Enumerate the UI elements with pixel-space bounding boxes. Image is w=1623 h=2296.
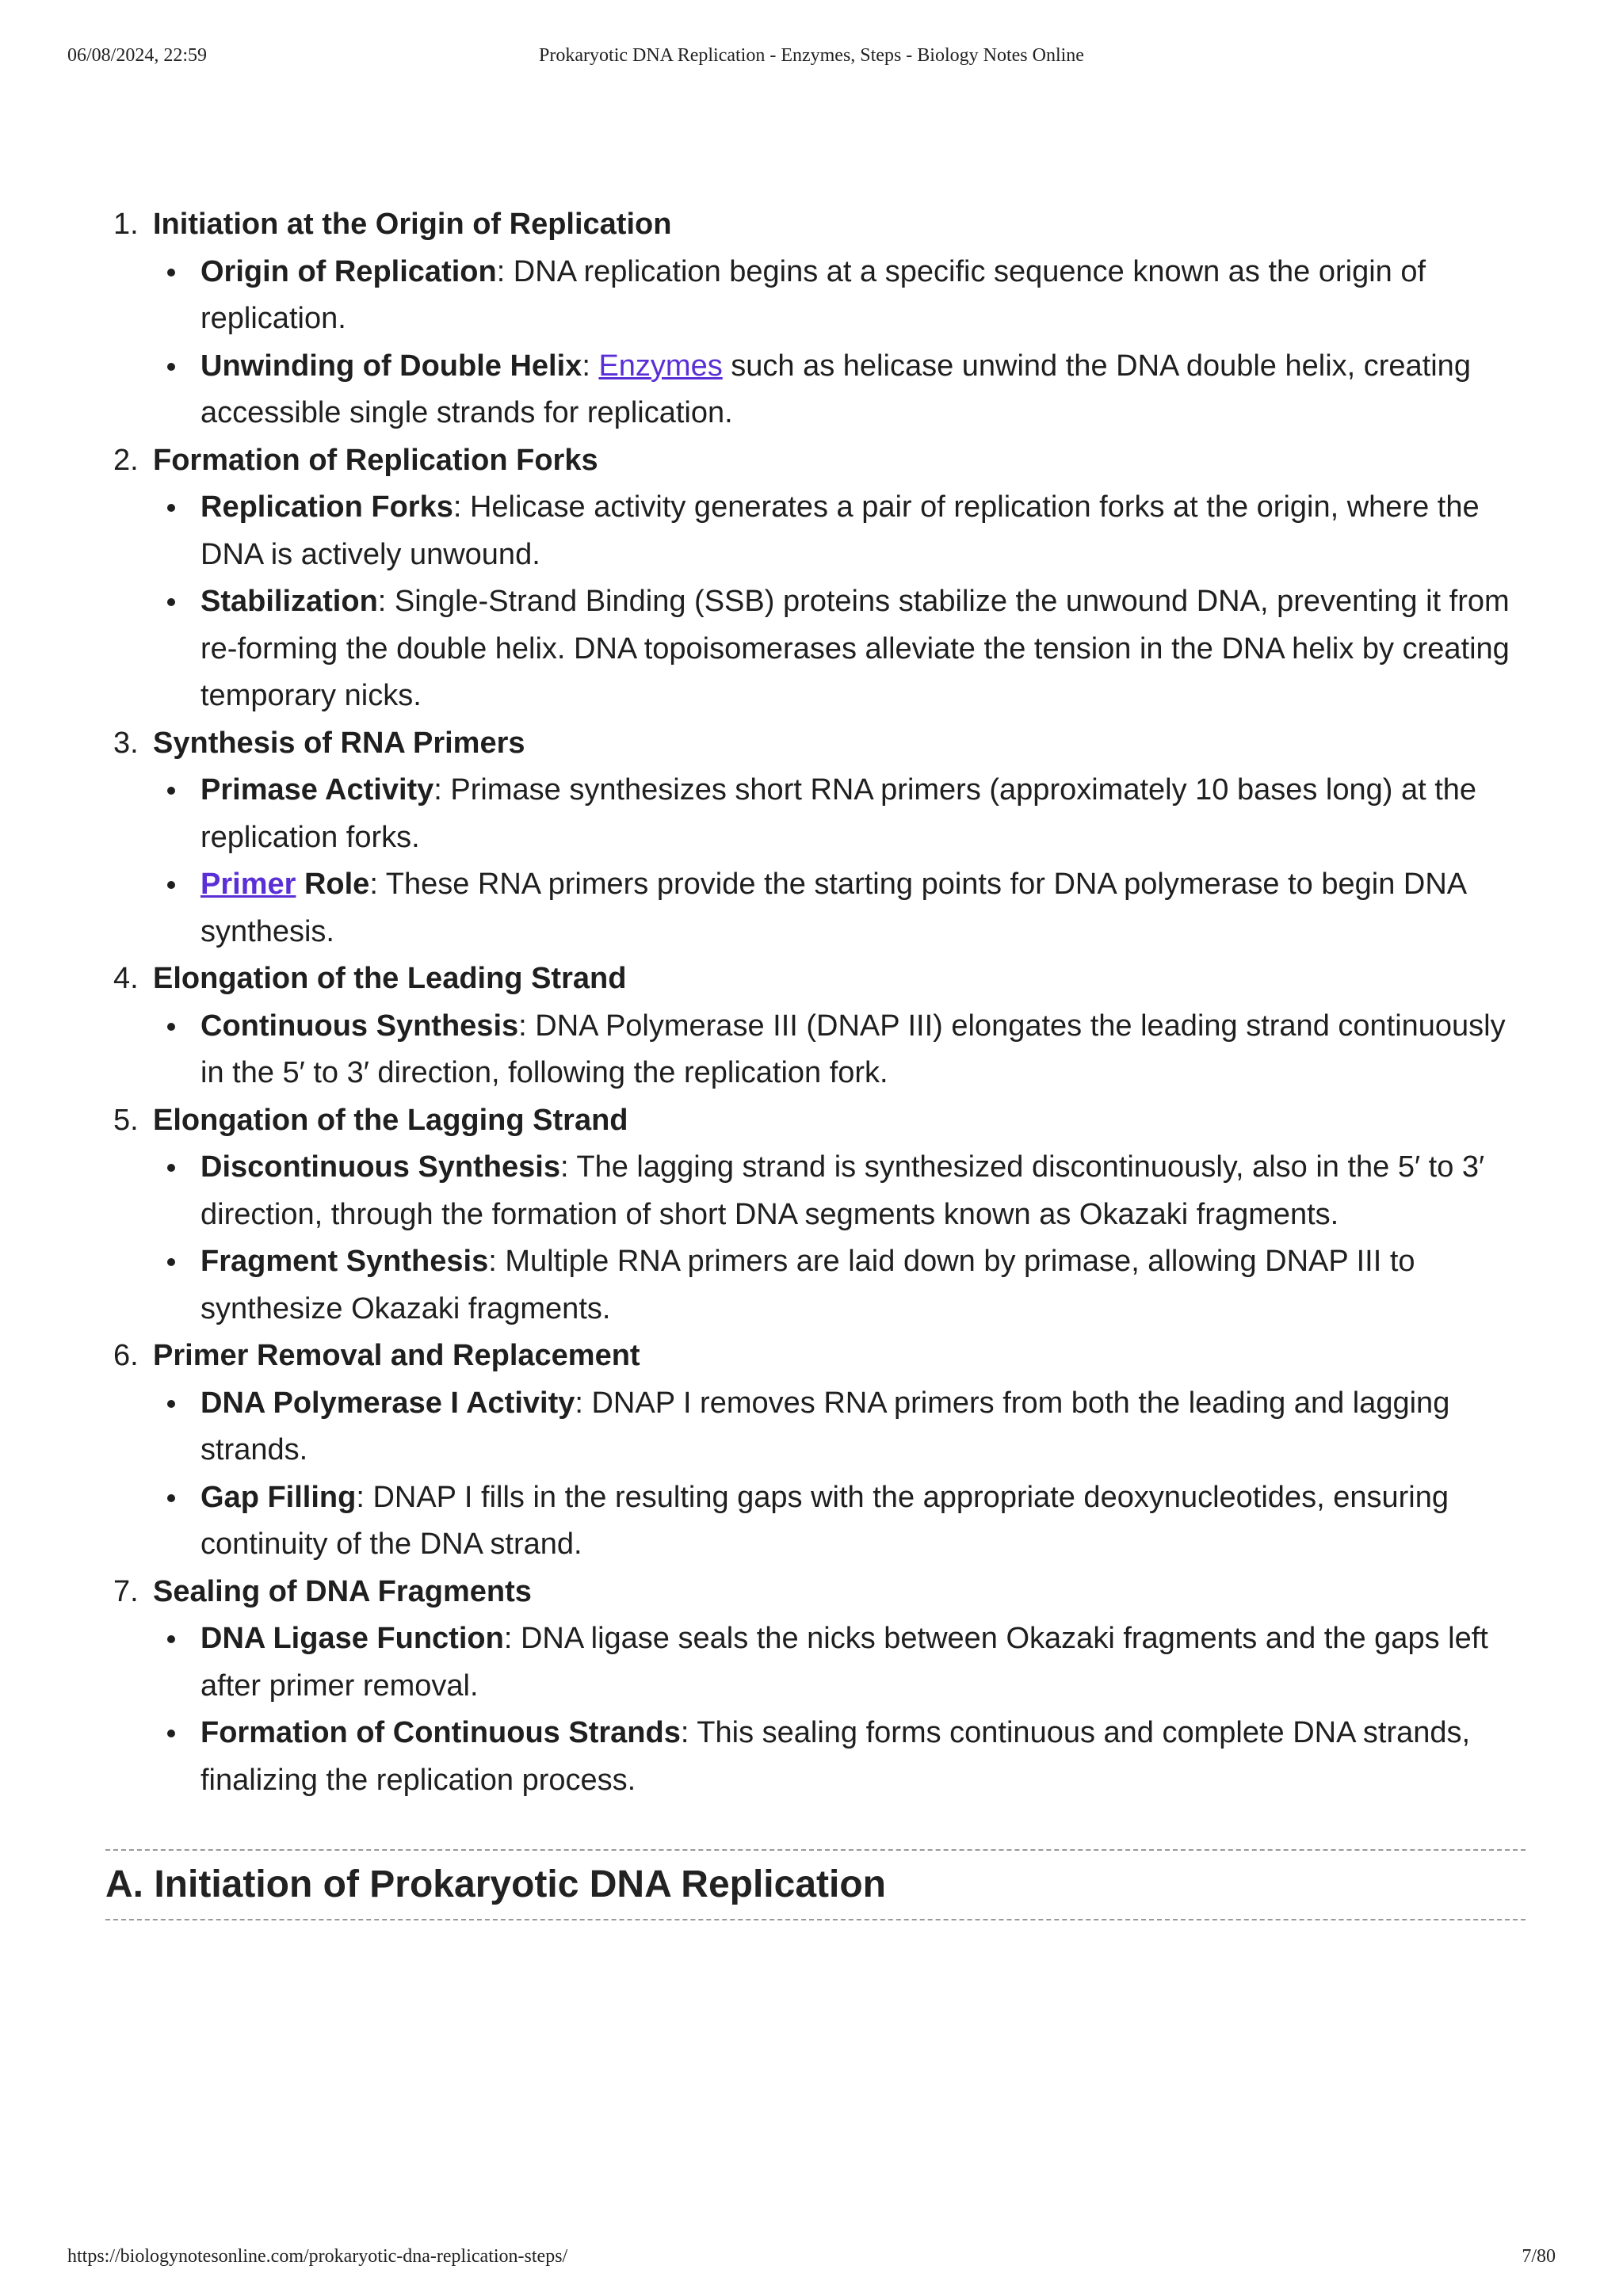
- bullet-icon: [167, 1400, 175, 1408]
- sub-item-text: : Multiple RNA primers are laid down by primase, allowing DNAP III to synthesize Okazaki fragments.: [200, 1245, 1415, 1325]
- sub-item: [153, 1380, 1526, 1474]
- step-sublist: [153, 1380, 1526, 1569]
- step-number: 7.: [113, 1574, 139, 1608]
- sub-item-term: Discontinuous Synthesis: [200, 1150, 560, 1184]
- sub-item-term: Gap Filling: [200, 1480, 357, 1514]
- sub-item: [153, 1003, 1526, 1097]
- sub-item: [153, 578, 1526, 720]
- page-url: https://biologynotesonline.com/prokaryotic-dna-replication-steps/: [67, 2246, 568, 2267]
- sub-item: [153, 767, 1526, 861]
- bullet-icon: [167, 787, 175, 795]
- step-number: 5.: [113, 1103, 139, 1137]
- sub-item-term: Fragment Synthesis: [200, 1245, 489, 1278]
- sub-item-text: : Single-Strand Binding (SSB) proteins stabilize the unwound DNA, preventing it from re-forming the double helix. DNA topoisomerases alleviate the tension in the DNA helix by creating temporary nicks.: [200, 585, 1510, 712]
- sub-item: [153, 861, 1526, 955]
- step-item: [105, 201, 1526, 437]
- step-item: [105, 1097, 1526, 1333]
- sub-item: [153, 1238, 1526, 1333]
- step-sublist: [153, 1144, 1526, 1333]
- step-sublist: [153, 1615, 1526, 1804]
- sub-item-term: Stabilization: [200, 585, 378, 618]
- section-heading: [105, 1849, 1526, 1920]
- sub-item-text: : Primase synthesizes short RNA primers (approximately 10 bases long) at the replication forks.: [200, 773, 1477, 854]
- sub-item-term: Continuous Synthesis: [200, 1009, 519, 1043]
- sub-item-text: : DNA Polymerase III (DNAP III) elongates the leading strand continuously in the 5′ to 3′ direction, following the replication fork.: [200, 1009, 1506, 1089]
- step-sublist: [153, 484, 1526, 720]
- bullet-icon: [167, 1258, 175, 1266]
- step-item: [105, 955, 1526, 1097]
- sub-item-text: : DNAP I removes RNA primers from both the leading and lagging strands.: [200, 1386, 1450, 1466]
- print-footer: [67, 2244, 1556, 2269]
- step-title: Sealing of DNA Fragments: [153, 1574, 532, 1608]
- article-content: [105, 201, 1526, 1804]
- sub-item-text: : This sealing forms continuous and complete DNA strands, finalizing the replication process.: [200, 1716, 1471, 1797]
- step-title: Elongation of the Leading Strand: [153, 962, 627, 995]
- sub-item: [153, 484, 1526, 578]
- sub-item: [153, 1615, 1526, 1710]
- bullet-icon: [167, 363, 175, 371]
- bullet-icon: [167, 1494, 175, 1502]
- bullet-icon: [167, 269, 175, 277]
- replication-steps-list: [105, 201, 1526, 1804]
- step-number: 2.: [113, 443, 139, 477]
- primer-link[interactable]: Primer: [200, 868, 296, 901]
- sub-item-text: : The lagging strand is synthesized discontinuously, also in the 5′ to 3′ direction, through the formation of short DNA segments known as Okazaki fragments.: [200, 1150, 1485, 1231]
- sub-item-text: : Helicase activity generates a pair of replication forks at the origin, where the DNA is actively unwound.: [200, 490, 1480, 571]
- sub-item-text: : These RNA primers provide the starting points for DNA polymerase to begin DNA synthesis.: [200, 868, 1466, 948]
- bullet-icon: [167, 598, 175, 606]
- sub-item: [153, 343, 1526, 437]
- sub-item-term: DNA Polymerase I Activity: [200, 1386, 575, 1420]
- sub-item-term: DNA Ligase Function: [200, 1622, 504, 1655]
- step-title: Initiation at the Origin of Replication: [153, 208, 672, 241]
- sub-item-term: Formation of Continuous Strands: [200, 1716, 681, 1749]
- bullet-icon: [167, 1635, 175, 1643]
- sub-item: [153, 1474, 1526, 1569]
- sub-item: [153, 1710, 1526, 1804]
- step-item: [105, 437, 1526, 720]
- bullet-icon: [167, 881, 175, 889]
- step-sublist: [153, 1003, 1526, 1097]
- sub-item: [153, 1144, 1526, 1238]
- sub-item-term: Replication Forks: [200, 490, 453, 524]
- step-number: 1.: [113, 208, 139, 241]
- bullet-icon: [167, 1023, 175, 1031]
- sub-item-term: Primase Activity: [200, 773, 434, 807]
- section-title: A. Initiation of Prokaryotic DNA Replication: [105, 1863, 886, 1905]
- step-title: Primer Removal and Replacement: [153, 1339, 640, 1372]
- sub-item-text: : DNA ligase seals the nicks between Okazaki fragments and the gaps left after primer removal.: [200, 1622, 1488, 1703]
- print-datetime: 06/08/2024, 22:59: [67, 45, 208, 66]
- step-title: Formation of Replication Forks: [153, 443, 598, 477]
- bullet-icon: [167, 1164, 175, 1172]
- step-title: Elongation of the Lagging Strand: [153, 1103, 628, 1137]
- step-item: [105, 1569, 1526, 1805]
- page-number: 7/80: [1522, 2246, 1556, 2267]
- sub-item-term: Unwinding of Double Helix: [200, 349, 582, 383]
- step-number: 3.: [113, 726, 139, 760]
- step-number: 4.: [113, 962, 139, 995]
- sub-item-text: : DNAP I fills in the resulting gaps with the appropriate deoxynucleotides, ensuring continuity of the DNA strand.: [200, 1480, 1449, 1561]
- step-sublist: [153, 767, 1526, 955]
- step-item: [105, 720, 1526, 956]
- step-title: Synthesis of RNA Primers: [153, 726, 525, 760]
- print-header: [67, 43, 1556, 68]
- step-sublist: [153, 249, 1526, 437]
- step-number: 6.: [113, 1339, 139, 1372]
- sub-item-separator: :: [582, 349, 599, 383]
- sub-item-text: such as helicase unwind the DNA double helix, creating accessible single strands for replication.: [200, 349, 1471, 429]
- sub-item-text: : DNA replication begins at a specific sequence known as the origin of replication.: [200, 254, 1426, 335]
- print-page-title: Prokaryotic DNA Replication - Enzymes, Steps - Biology Notes Online: [539, 45, 1084, 66]
- sub-item: [153, 249, 1526, 343]
- bullet-icon: [167, 1730, 175, 1737]
- sub-item-term: Role: [296, 868, 370, 901]
- step-item: [105, 1333, 1526, 1569]
- bullet-icon: [167, 504, 175, 512]
- enzymes-link[interactable]: Enzymes: [598, 349, 723, 383]
- sub-item-term: Origin of Replication: [200, 254, 497, 288]
